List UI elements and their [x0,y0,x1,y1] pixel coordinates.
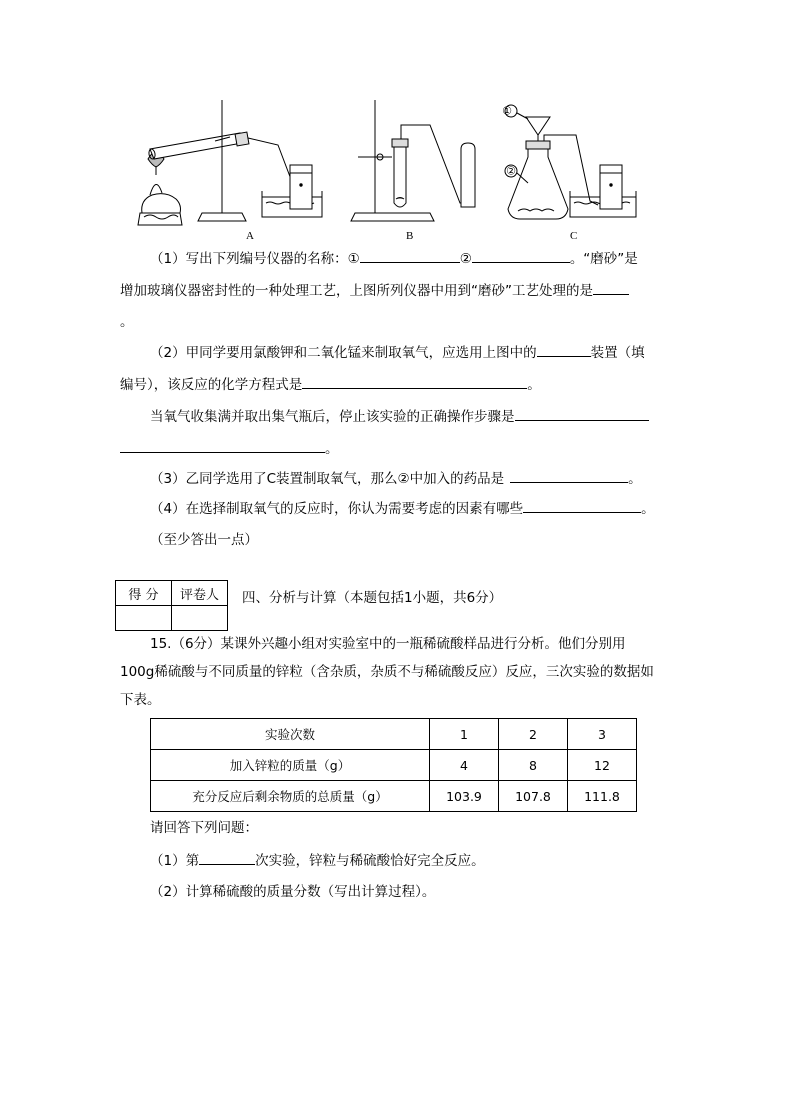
apparatus-c [505,105,636,219]
blank-frosted[interactable] [593,280,629,295]
data-table [150,718,637,812]
answer-p1: （1）第 次实验，锌粒与稀硫酸恰好完全反应。 [150,850,485,871]
q3-line: （3）乙同学选用了C装置制取氧气，那么②中加入的药品是 。 [150,468,642,489]
table-cell: 实验次数 [151,719,430,750]
grader-header: 评卷人 [172,581,228,606]
table-cell: 12 [568,750,637,781]
q15-line3: 下表。 [120,692,161,708]
q2-line4: 。 [120,438,339,459]
apparatus-figure [130,95,670,247]
q1-line2: 增加玻璃仪器密封性的一种处理工艺，上图所列仪器中用到“磨砂”工艺处理的是 [120,280,629,301]
table-cell: 3 [568,719,637,750]
q2-line3: 当氧气收集满并取出集气瓶后，停止该实验的正确操作步骤是 [150,406,649,427]
table-row [151,719,637,750]
table-cell: 103.9 [430,781,499,812]
q2-line2: 编号），该反应的化学方程式是 。 [120,374,541,395]
q4-line1: （4）在选择制取氧气的反应时，你认为需要考虑的因素有哪些 。 [150,498,655,519]
blank-steps-1[interactable] [515,406,649,421]
table-row [151,781,637,812]
blank-trial-number[interactable] [199,850,255,865]
table-cell: 2 [499,719,568,750]
q15-line1: 15.（6分）某课外兴趣小组对实验室中的一瓶稀硫酸样品进行分析。他们分别用 [150,636,626,652]
score-table [115,580,228,631]
label-circle-1: ① [502,105,512,118]
table-cell: 111.8 [568,781,637,812]
answer-intro: 请回答下列问题： [150,820,258,836]
label-c: C [570,230,578,242]
table-cell: 充分反应后剩余物质的总质量（g） [151,781,430,812]
blank-equation[interactable] [302,374,527,389]
q1-line3: 。 [120,314,134,330]
score-header: 得 分 [116,581,172,606]
blank-device[interactable] [537,342,591,357]
score-cell[interactable] [116,606,172,631]
apparatus-b [351,100,475,221]
blank-reagent[interactable] [510,468,628,483]
q4-line2: （至少答出一点） [150,532,258,548]
blank-steps-2[interactable] [120,438,325,453]
table-row [151,750,637,781]
label-circle-2: ② [506,165,516,178]
blank-factors[interactable] [523,498,641,513]
q15-line2: 100g稀硫酸与不同质量的锌粒（含杂质，杂质不与稀硫酸反应）反应，三次实验的数据如 [120,664,654,680]
q1-line1: （1）写出下列编号仪器的名称：① ② 。“磨砂”是 [150,248,638,269]
blank-instrument-2[interactable] [472,248,570,263]
q2-line1: （2）甲同学要用氯酸钾和二氧化锰来制取氧气，应选用上图中的 装置（填 [150,342,645,363]
section-title: 四、分析与计算（本题包括1小题，共6分） [242,590,503,606]
label-a: A [246,230,254,242]
blank-instrument-1[interactable] [360,248,460,263]
apparatus-a [138,100,322,225]
table-cell: 加入锌粒的质量（g） [151,750,430,781]
answer-p2: （2）计算稀硫酸的质量分数（写出计算过程）。 [150,884,436,900]
grader-cell[interactable] [172,606,228,631]
label-b: B [406,230,414,242]
table-cell: 8 [499,750,568,781]
table-cell: 1 [430,719,499,750]
table-cell: 4 [430,750,499,781]
table-cell: 107.8 [499,781,568,812]
